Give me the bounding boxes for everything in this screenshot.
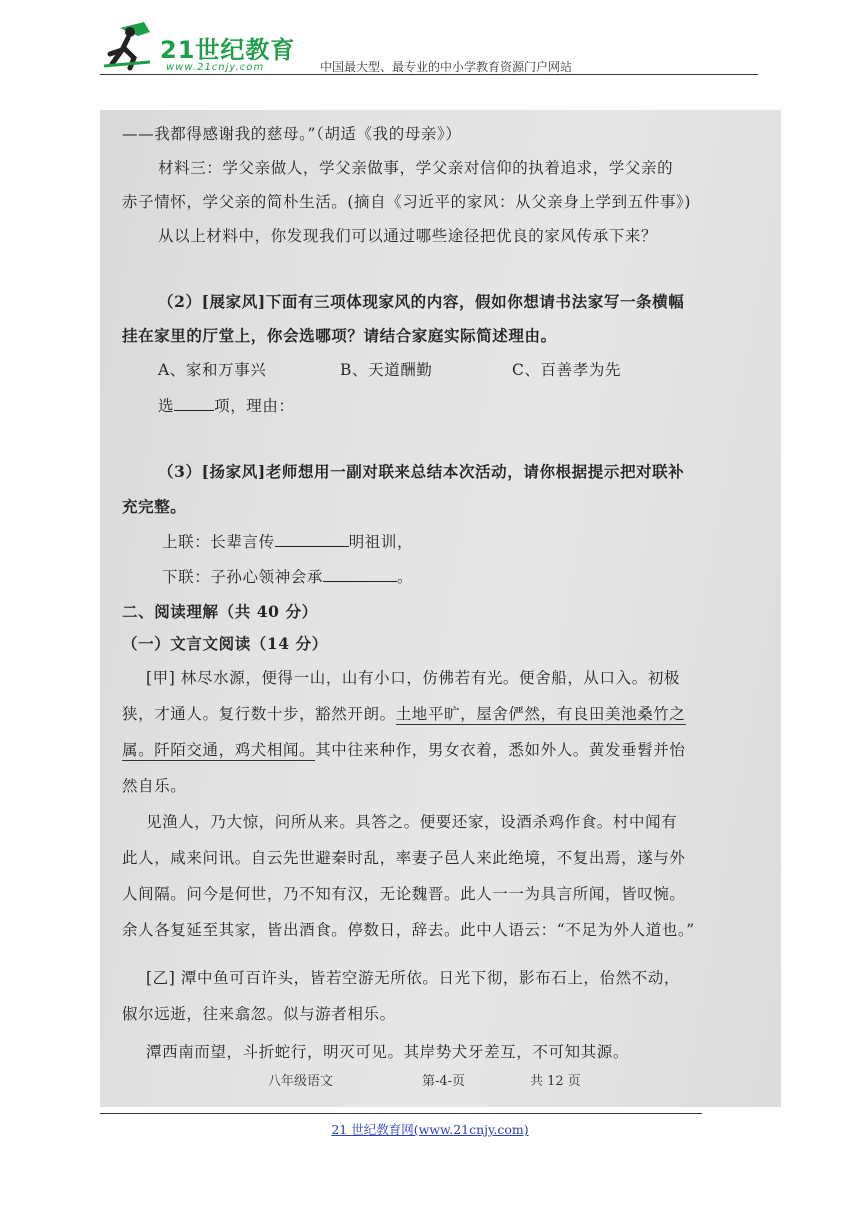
- underlined-text: 属。阡陌交通，鸡犬相闻。: [122, 741, 316, 759]
- footer-divider: [100, 1113, 702, 1114]
- passage-line: 余人各复延至其家，皆出酒食。停数日，辞去。此中人语云：“不足为外人道也。”: [122, 921, 695, 939]
- choose-suffix: 项，理由：: [214, 397, 295, 415]
- passage-line: 俶尔远逝，往来翕忽。似与游者相乐。: [122, 1005, 396, 1023]
- text-line: 充完整。: [122, 497, 187, 516]
- footer-total: 共 12 页: [530, 1074, 581, 1089]
- passage-line: [122, 738, 686, 760]
- couplet-lower-prefix: 下联：子孙心领神会承: [162, 568, 324, 586]
- passage-line: 然自乐。: [122, 777, 187, 795]
- underlined-text: 土地平旷，屋舍俨然，有良田美池桑竹之: [395, 705, 686, 723]
- answer-blank[interactable]: [275, 533, 349, 547]
- header-tagline: 中国最大型、最专业的中小学教育资源门户网站: [320, 60, 573, 74]
- logo-text: 21世纪教育: [160, 36, 296, 64]
- question-3-line: （3）[扬家风]老师想用一副对联来总结本次活动，请你根据提示把对联补: [158, 462, 685, 481]
- text-line: 从以上材料中，你发现我们可以通过哪些途径把优良的家风传承下来？: [158, 227, 658, 245]
- passage-line: 人间隔。问今是何世，乃不知有汉，无论魏晋。此人一一为具言所闻，皆叹惋。: [122, 885, 686, 903]
- option-b: B、天道酬勤: [340, 361, 433, 379]
- page-header: [100, 18, 760, 76]
- passage-line: [甲] 林尽水源，便得一山，山有小口，仿佛若有光。便舍船，从口入。初极: [146, 669, 681, 687]
- passage-text: 狭，才通人。复行数十步，豁然开朗。: [122, 705, 396, 723]
- footer-page: 第-4-页: [422, 1074, 466, 1089]
- passage-line: [122, 702, 686, 724]
- question-2-line: （2）[展家风]下面有三项体现家风的内容，假如你想请书法家写一条横幅: [158, 292, 685, 311]
- section-heading: 二、阅读理解（共 40 分）: [122, 602, 318, 621]
- subsection-heading: （一）文言文阅读（14 分）: [122, 634, 328, 653]
- couplet-upper: [162, 530, 413, 552]
- text-line: 赤子情怀，学父亲的简朴生活。(摘自《习近平的家风：从父亲身上学到五件事》): [122, 193, 692, 211]
- option-a: A、家和万事兴: [158, 361, 267, 379]
- couplet-lower-suffix: 。: [397, 568, 414, 586]
- text-line: 材料三：学父亲做人，学父亲做事，学父亲对信仰的执着追求，学父亲的: [158, 159, 674, 177]
- passage-text: 其中往来种作，男女衣着，悉如外人。黄发垂髫并怡: [315, 741, 686, 759]
- text-line: ——我都得感谢我的慈母。”（胡适《我的母亲》）: [122, 125, 462, 143]
- header-divider: [100, 74, 758, 75]
- site-link[interactable]: 21 世纪教育网(www.21cnjy.com): [331, 1122, 529, 1137]
- passage-line: 潭西南而望，斗折蛇行，明灭可见。其岸势犬牙差互，不可知其源。: [146, 1043, 630, 1061]
- site-logo[interactable]: [100, 18, 310, 74]
- couplet-upper-prefix: 上联：长辈言传: [162, 533, 275, 551]
- couplet-lower: [162, 565, 413, 587]
- passage-line: 见渔人，乃大惊，问所从来。具答之。便要还家，设酒杀鸡作食。村中闻有: [146, 813, 678, 831]
- footer-grade: 八年级语文: [268, 1074, 334, 1089]
- couplet-upper-suffix: 明祖训，: [348, 533, 414, 551]
- choose-line: [158, 394, 295, 416]
- passage-line: 此人，咸来问讯。自云先世避秦时乱，率妻子邑人来此绝境，不复出焉，遂与外: [122, 849, 686, 867]
- scanned-exam-page: [100, 110, 781, 1107]
- passage-line: [乙] 潭中鱼可百许头，皆若空游无所依。日光下彻，影布石上，佁然不动，: [146, 969, 681, 987]
- logo-url: www.21cnjy.com: [166, 62, 265, 73]
- answer-blank[interactable]: [323, 568, 397, 582]
- option-c: C、百善孝为先: [512, 361, 622, 379]
- text-line: 挂在家里的厅堂上，你会选哪项？请结合家庭实际简述理由。: [122, 326, 557, 345]
- answer-blank[interactable]: [174, 397, 214, 411]
- choose-prefix: 选: [158, 397, 175, 415]
